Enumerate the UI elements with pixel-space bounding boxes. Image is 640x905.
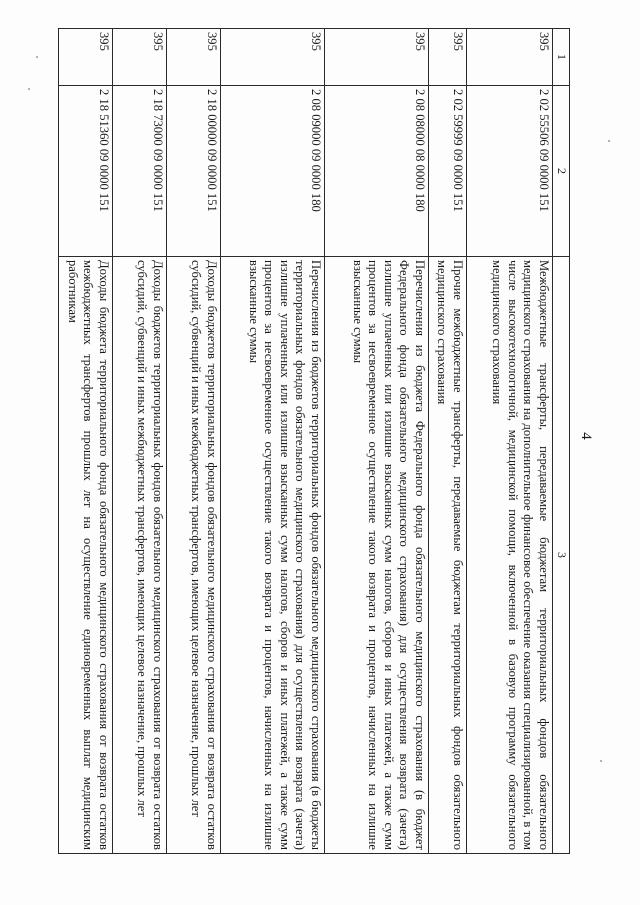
admin-code-cell: 395 — [325, 29, 429, 86]
description-cell: Доходы бюджета территориального фонда обязательного медицинского страхования от возврата остатков межбюджетных трансфертов прошлых лет на осуществление единовременных выплат медицинским работникам — [59, 257, 113, 854]
description-cell: Межбюджетные трансферты, передаваемые бюджетам территориальных фондов обязательного медицинского страхования на дополнительное финансовое обеспечение оказания специализированной, в том числе высокотехнологичной, медицинской помощи, включенной в базовую программу обязательного медицинского страхования — [467, 257, 553, 854]
column-header-1: 1 — [553, 29, 570, 86]
scan-speck — [608, 140, 610, 142]
description-cell: Доходы бюджетов территориальных фондов обязательного медицинского страхования от возврата остатков субсидий, субвенций и иных межбюджетных трансфертов, имеющих целевое назначение, прошлых лет — [113, 257, 167, 854]
table-row — [59, 29, 113, 854]
table-header-row — [553, 29, 570, 854]
table-row — [325, 29, 429, 854]
page-number: 4 — [578, 432, 594, 440]
table-row — [429, 29, 467, 854]
budget-code-cell: 2 02 59999 09 0000 151 — [429, 86, 467, 257]
table-row — [113, 29, 167, 854]
admin-code-cell: 395 — [113, 29, 167, 86]
budget-code-cell: 2 18 73000 09 0000 151 — [113, 86, 167, 257]
budget-code-cell: 2 18 00000 09 0000 151 — [167, 86, 221, 257]
scan-speck — [600, 760, 602, 762]
table-row — [167, 29, 221, 854]
budget-code-cell: 2 18 51360 09 0000 151 — [59, 86, 113, 257]
budget-code-cell: 2 08 09000 09 0000 180 — [221, 86, 325, 257]
budget-code-cell: 2 02 55506 09 0000 151 — [467, 86, 553, 257]
description-cell: Перечисления из бюджетов территориальных фондов обязательного медицинского страхования (в бюджеты территориальных фондов обязательного медицинского страхования) для осуществления возврата (зачета) излишне уплаченных или излишне взысканных сумм налогов, сборов и иных платежей, а также сумм процентов за несвоевременное осуществление такого возврата и процентов, начисленных на излишне взысканные суммы — [221, 257, 325, 854]
description-cell: Доходы бюджетов территориальных фондов обязательного медицинского страхования от возврата остатков субсидий, субвенций и иных межбюджетных трансфертов, имеющих целевое назначение, прошлых лет — [167, 257, 221, 854]
table-row — [467, 29, 553, 854]
admin-code-cell: 395 — [59, 29, 113, 86]
rotated-table-container — [66, 28, 570, 853]
admin-code-cell: 395 — [221, 29, 325, 86]
description-cell: Прочие межбюджетные трансферты, передаваемые бюджетам территориальных фондов обязательного медицинского страхования — [429, 257, 467, 854]
description-cell: Перечисления из бюджета Федерального фонда обязательного медицинского страхования (в бюджет Федерального фонда обязательного медицинского страхования) для осуществления возврата (зачета) излишне уплаченных или излишне взысканных сумм налогов, сборов и иных платежей, а также сумм процентов за несвоевременное осуществление такого возврата и процентов, начисленных на излишне взысканные суммы — [325, 257, 429, 854]
scan-speck — [36, 56, 38, 58]
column-header-2: 2 — [553, 86, 570, 257]
table-row — [221, 29, 325, 854]
admin-code-cell: 395 — [167, 29, 221, 86]
budget-codes-table — [58, 28, 570, 854]
column-header-3: 3 — [553, 257, 570, 854]
budget-code-cell: 2 08 08000 08 0000 180 — [325, 86, 429, 257]
admin-code-cell: 395 — [429, 29, 467, 86]
scan-speck — [28, 88, 30, 90]
admin-code-cell: 395 — [467, 29, 553, 86]
